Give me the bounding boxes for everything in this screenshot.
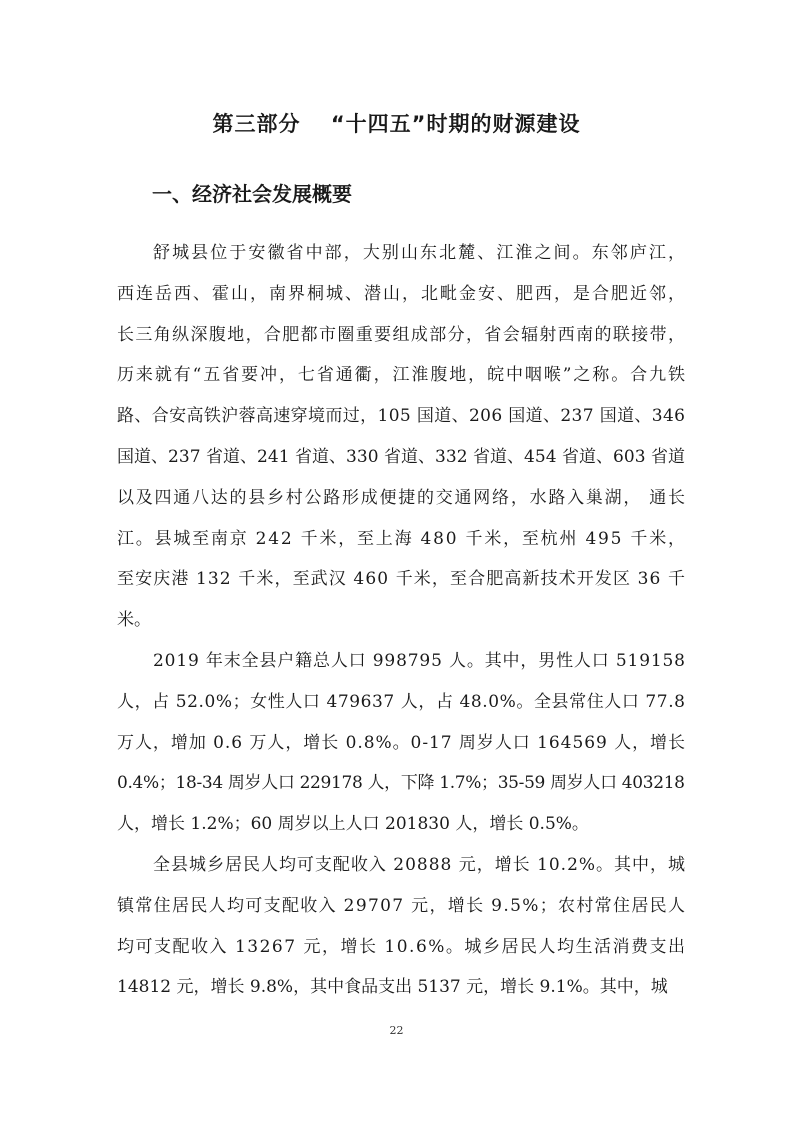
paragraph-line: 以及四通八达的县乡村公路形成便捷的交通网络，水路入巢湖， 通长 bbox=[117, 487, 687, 508]
paragraph-line: 万人，增加 0.6 万人，增长 0.8%。0-17 周岁人口 164569 人，增长 bbox=[117, 732, 686, 753]
paragraph-line: 均可支配收入 13267 元，增长 10.6%。城乡居民人均生活消费支出 bbox=[117, 936, 687, 957]
paragraph-line: 路、合安高铁沪蓉高速穿境而过，105 国道、206 国道、237 国道、346 bbox=[117, 406, 686, 427]
page-title: 第三部分 “十四五”时期的财源建设 bbox=[212, 112, 581, 136]
paragraph-line: 至安庆港 132 千米，至武汉 460 千米，至合肥高新技术开发区 36 千 bbox=[117, 569, 687, 590]
paragraph-line: 0.4%；18-34 周岁人口 229178 人，下降 1.7%；35-59 周岁人口 403218 bbox=[117, 773, 685, 794]
paragraph-line: 西连岳西、霍山，南界桐城、潜山，北毗金安、肥西，是合肥近邻， bbox=[117, 283, 687, 304]
paragraph-line: 历来就有“五省要冲，七省通衢，江淮腹地，皖中咽喉”之称。合九铁 bbox=[117, 365, 687, 386]
paragraph-line: 2019 年末全县户籍总人口 998795 人。其中，男性人口 519158 bbox=[153, 650, 686, 671]
paragraph-line: 人，增长 1.2%；60 周岁以上人口 201830 人，增长 0.5%。 bbox=[117, 814, 589, 835]
paragraph-line: 国道、237 省道、241 省道、330 省道、332 省道、454 省道、603 省道 bbox=[117, 446, 686, 467]
paragraph bbox=[117, 845, 685, 1008]
paragraph-line: 舒城县位于安徽省中部，大别山东北麓、江淮之间。东邻庐江， bbox=[153, 243, 688, 263]
paragraph-line: 长三角纵深腹地，合肥都市圈重要组成部分，省会辐射西南的联接带， bbox=[117, 324, 687, 345]
paragraph-line: 全县城乡居民人均可支配收入 20888 元，增长 10.2%。其中，城 bbox=[153, 854, 686, 875]
paragraph bbox=[117, 641, 685, 845]
body-text bbox=[117, 233, 688, 1008]
paragraph-line: 14812 元，增长 9.8%，其中食品支出 5137 元，增长 9.1%。其中，城 bbox=[117, 977, 668, 998]
paragraph-line: 江。县城至南京 242 千米，至上海 480 千米，至杭州 495 千米， bbox=[117, 528, 687, 549]
section-heading: 一、经济社会发展概要 bbox=[152, 182, 352, 206]
page-number: 22 bbox=[389, 1024, 404, 1037]
paragraph-line: 人，占 52.0%；女性人口 479637 人，占 48.0%。全县常住人口 77.8 bbox=[117, 691, 686, 712]
paragraph-line: 米。 bbox=[117, 610, 151, 631]
paragraph bbox=[117, 233, 688, 641]
paragraph-line: 镇常住居民人均可支配收入 29707 元，增长 9.5%；农村常住居民人 bbox=[117, 895, 687, 916]
